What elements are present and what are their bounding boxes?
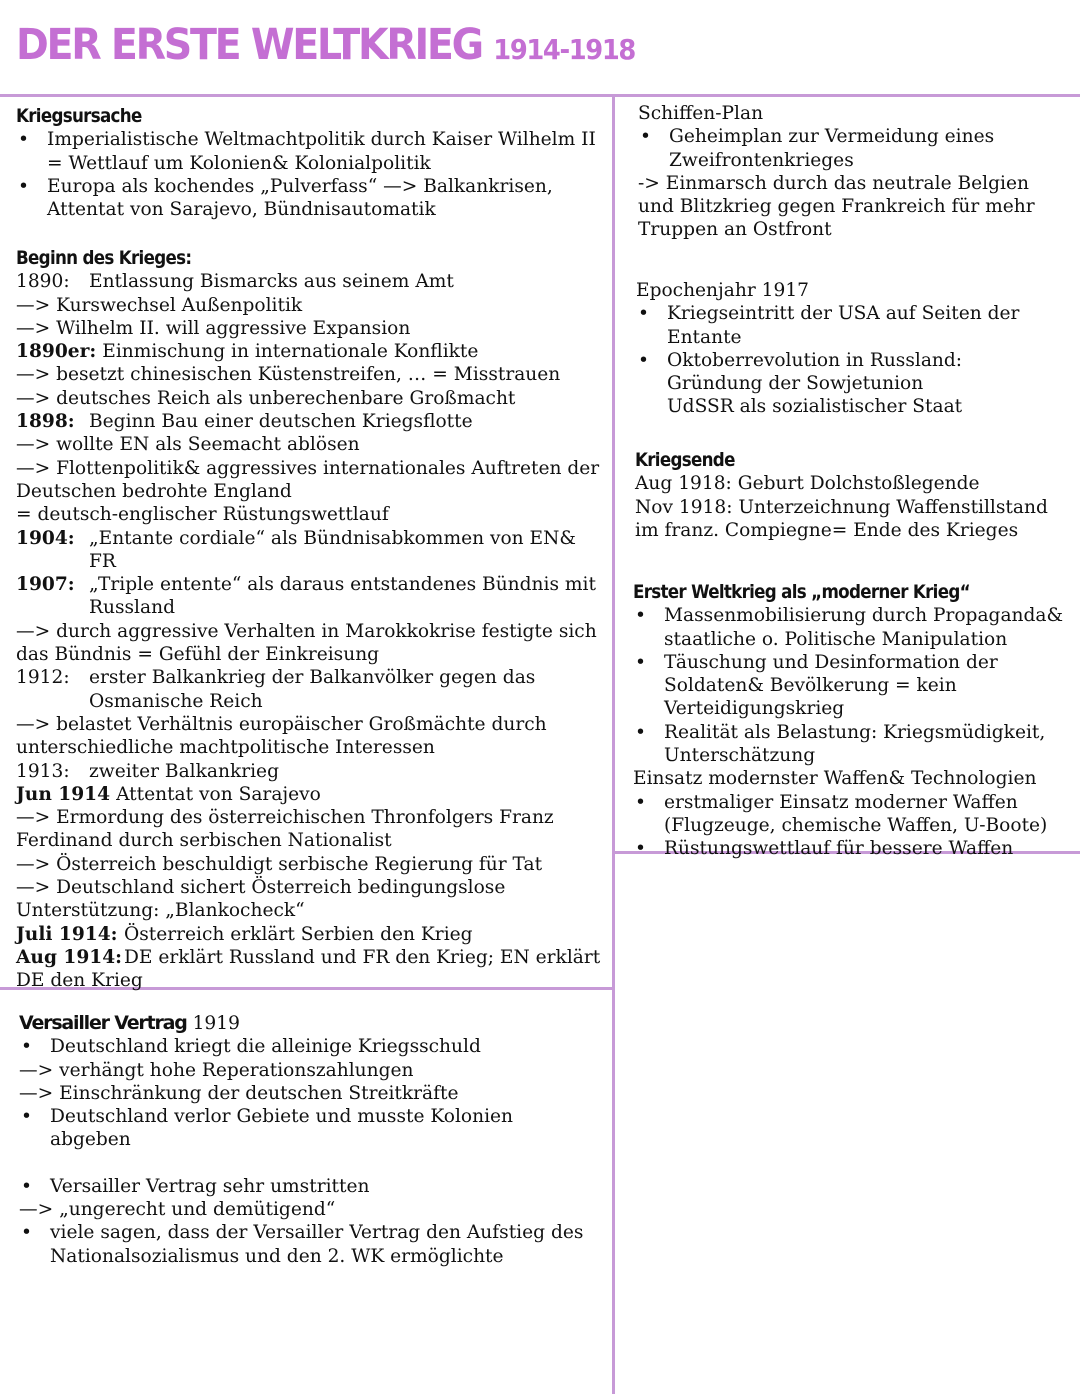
timeline-entry — [16, 666, 606, 713]
entry-text: Österreich erklärt Serbien den Krieg — [124, 923, 473, 945]
bullet-list — [16, 128, 598, 221]
page-title — [16, 22, 635, 69]
heading-schlieffen: Schiffen-Plan — [638, 103, 764, 124]
arrow-line: —> verhängt hohe Reperationszahlungen — [19, 1059, 414, 1081]
list-item: • viele sagen, dass der Versailler Vertrag den Aufstieg des Nationalsozialismus und den 2. WK ermöglichte — [19, 1221, 599, 1268]
timeline-entry — [16, 410, 606, 433]
arrow-line: —> durch aggressive Verhalten in Marokkokrise festigte sich das Bündnis = Gefühl der Einkreisung — [16, 620, 597, 666]
timeline-entry — [16, 270, 606, 293]
section-epochenjahr — [636, 279, 1070, 419]
entry-text: DE erklärt Russland und FR den Krieg; EN erklärt DE den Krieg — [16, 946, 601, 992]
arrow-line: —> „ungerecht und demütigend“ — [19, 1199, 336, 1221]
list-item: • Kriegseintritt der USA auf Seiten der Entante — [636, 302, 1070, 349]
entry-text: Beginn Bau einer deutschen Kriegsflotte — [89, 411, 473, 433]
section-versailles — [19, 1012, 599, 1268]
arrow-line: —> Einschränkung der deutschen Streitkräfte — [19, 1082, 459, 1104]
heading-beginn: Beginn des Krieges: — [16, 247, 192, 269]
entry-date: 1890er: — [16, 341, 97, 363]
timeline-entry — [16, 760, 606, 783]
list-item: • Geheimplan zur Vermeidung eines Zweifrontenkrieges — [638, 125, 1070, 172]
bullet-list — [633, 604, 1073, 767]
bullet-list — [19, 1105, 599, 1152]
heading-epochenjahr: Epochenjahr 1917 — [636, 280, 809, 301]
section-kriegsende — [635, 449, 1070, 542]
kriegsende-line: Aug 1918: Geburt Dolchstoßlegende — [635, 473, 980, 495]
title-years: 1914-1918 — [493, 33, 635, 66]
entry-text: Entlassung Bismarcks aus seinem Amt — [89, 271, 454, 293]
list-item: • Realität als Belastung: Kriegsmüdigkeit, Unterschätzung — [633, 721, 1073, 768]
timeline-entry — [16, 923, 606, 946]
bullet-list — [19, 1221, 599, 1268]
list-item: • Imperialistische Weltmachtpolitik durch Kaiser Wilhelm II = Wettlauf um Kolonien& Kolonialpolitik — [16, 128, 598, 175]
section-schlieffen — [638, 102, 1070, 242]
bullet-list — [19, 1175, 599, 1198]
arrow-line: —> Kurswechsel Außenpolitik — [16, 294, 303, 316]
subheading: Einsatz modernster Waffen& Technologien — [633, 768, 1037, 790]
list-item: • Deutschland kriegt die alleinige Kriegsschuld — [19, 1035, 599, 1058]
top-divider — [0, 94, 1080, 97]
entry-date: Aug 1914: — [16, 946, 123, 968]
list-item: • Versailler Vertrag sehr umstritten — [19, 1175, 599, 1198]
heading-moderner-krieg: Erster Weltkrieg als „moderner Krieg“ — [633, 581, 970, 603]
heading-versailles-year: 1919 — [192, 1013, 240, 1034]
entry-text: „Triple entente“ als daraus entstandenes Bündnis mit Russland — [89, 574, 596, 619]
entry-text: Attentat von Sarajevo — [116, 783, 321, 805]
arrow-line: —> deutsches Reich als unberechenbare Großmacht — [16, 387, 516, 409]
heading-versailles-line — [19, 1012, 599, 1035]
entry-date: Juli 1914: — [16, 923, 118, 945]
arrow-line: —> wollte EN als Seemacht ablösen — [16, 434, 360, 456]
timeline-entry — [16, 527, 606, 574]
timeline-entry — [16, 573, 606, 620]
heading-kriegsende: Kriegsende — [635, 449, 735, 471]
entry-text: „Entante cordiale“ als Bündnisabkommen von EN& FR — [89, 527, 576, 572]
entry-date: 1898: — [16, 411, 75, 433]
timeline-entry — [16, 946, 606, 993]
arrow-line: —> besetzt chinesischen Küstenstreifen, … = Misstrauen — [16, 364, 561, 386]
arrow-line: —> Flottenpolitik& aggressives internationales Auftreten der Deutschen bedrohte England — [16, 457, 600, 502]
list-item: • erstmaliger Einsatz moderner Waffen (Flugzeuge, chemische Waffen, U-Boote) — [633, 791, 1073, 838]
entry-date: 1904: — [16, 527, 75, 549]
list-item: • Rüstungswettlauf für bessere Waffen — [633, 837, 1073, 860]
kriegsende-line: Nov 1918: Unterzeichnung Waffenstillstand im franz. Compiegne= Ende des Krieges — [635, 496, 1048, 541]
entry-text: Einmischung in internationale Konflikte — [102, 341, 479, 363]
entry-date: 1890: — [16, 271, 70, 293]
bullet-list — [638, 125, 1070, 172]
entry-date: 1913: — [16, 760, 70, 782]
bullet-list — [633, 791, 1073, 861]
section-moderner-krieg — [633, 581, 1073, 861]
arrow-line: —> Ermordung des österreichischen Thronfolgers Franz Ferdinand durch serbischen Nationalist — [16, 807, 554, 852]
bullet-list — [636, 302, 1070, 418]
heading-kriegsursache: Kriegsursache — [16, 105, 142, 127]
section-kriegsursache — [16, 105, 598, 221]
entry-date: 1907: — [16, 574, 75, 596]
arrow-line: —> Österreich beschuldigt serbische Regierung für Tat — [16, 853, 543, 875]
arrow-line: —> Wilhelm II. will aggressive Expansion — [16, 317, 411, 339]
arrow-line: —> Deutschland sichert Österreich bedingungslose Unterstützung: „Blankocheck“ — [16, 877, 506, 922]
list-item: • Deutschland verlor Gebiete und musste Kolonien abgeben — [19, 1105, 599, 1152]
list-item: • Oktoberrevolution in Russland: Gründung der Sowjetunion UdSSR als sozialistischer Staat — [636, 349, 1070, 419]
bullet-list — [19, 1035, 599, 1058]
arrow-line: —> belastet Verhältnis europäischer Großmächte durch unterschiedliche machtpolitische Interessen — [16, 713, 547, 759]
list-item: • Täuschung und Desinformation der Soldaten& Bevölkerung = kein Verteidigungskrieg — [633, 651, 1073, 721]
entry-date: Jun 1914 — [16, 783, 111, 805]
section-beginn — [16, 247, 606, 993]
entry-date: 1912: — [16, 667, 70, 689]
timeline-entry — [16, 783, 606, 806]
entry-text: zweiter Balkankrieg — [89, 760, 279, 782]
entry-text: erster Balkankrieg der Balkanvölker gegen das Osmanische Reich — [89, 667, 536, 712]
spacer — [19, 1152, 599, 1175]
title-main: DER ERSTE WELTKRIEG — [16, 20, 482, 70]
vertical-divider — [612, 94, 615, 1394]
timeline-entry — [16, 340, 606, 363]
equals-line: = deutsch-englischer Rüstungswettlauf — [16, 504, 389, 526]
heading-versailles: Versailler Vertrag — [19, 1012, 187, 1034]
arrow-line: -> Einmarsch durch das neutrale Belgien und Blitzkrieg gegen Frankreich für mehr Truppen an Ostfront — [638, 172, 1035, 241]
list-item: • Massenmobilisierung durch Propaganda& staatliche o. Politische Manipulation — [633, 604, 1073, 651]
list-item: • Europa als kochendes „Pulverfass“ —> Balkankrisen, Attentat von Sarajevo, Bündnisautomatik — [16, 175, 598, 222]
